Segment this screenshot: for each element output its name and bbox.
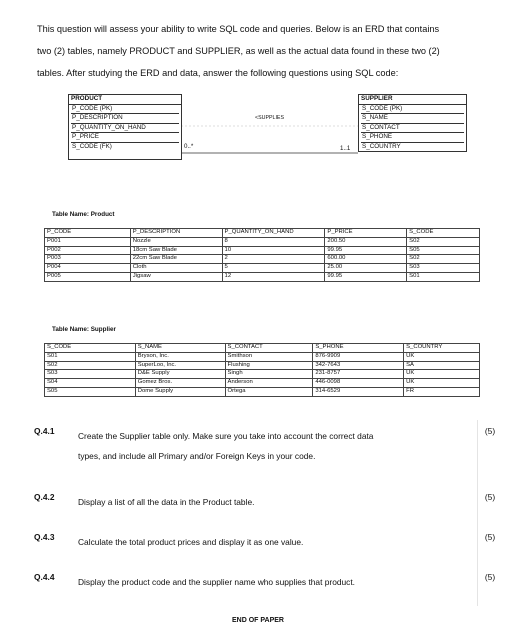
- erd-supplier-entity: [358, 94, 467, 152]
- question-number: Q.4.2: [34, 492, 55, 502]
- table-cell: P001: [45, 237, 131, 246]
- table-cell: P002: [45, 246, 131, 255]
- table-row: [45, 272, 480, 281]
- question-line: Create the Supplier table only. Make sure you take into account the correct data: [78, 431, 374, 441]
- question-row: [34, 526, 502, 566]
- table-cell: Anderson: [225, 379, 313, 388]
- question-row: [34, 420, 502, 480]
- question-marks: (5): [478, 486, 503, 526]
- table-cell: Gomez Bros.: [135, 379, 225, 388]
- erd-attribute: S_NAME: [361, 114, 464, 124]
- table-cell: 10: [222, 246, 325, 255]
- table-cell: Cloth: [130, 264, 222, 273]
- question-row: [34, 566, 502, 606]
- supplier-table-name: Table Name: Supplier: [52, 326, 116, 333]
- table-cell: UK: [404, 379, 480, 388]
- erd-attribute: S_PHONE: [361, 133, 464, 143]
- erd-attribute: S_CODE (PK): [361, 105, 464, 115]
- column-header: S_PHONE: [313, 344, 404, 353]
- table-cell: D&E Supply: [135, 370, 225, 379]
- table-cell: 5: [222, 264, 325, 273]
- table-cell: Smithson: [225, 352, 313, 361]
- question-line: types, and include all Primary and/or Foreign Keys in your code.: [78, 451, 316, 461]
- supplier-table: [44, 343, 480, 397]
- table-cell: Ortega: [225, 387, 313, 396]
- table-cell: S02: [407, 255, 480, 264]
- table-cell: S02: [45, 361, 136, 370]
- question-line: Calculate the total product prices and display it as one value.: [78, 537, 304, 547]
- table-cell: 12: [222, 272, 325, 281]
- table-cell: S05: [45, 387, 136, 396]
- table-cell: S04: [45, 379, 136, 388]
- table-cell: 446-0098: [313, 379, 404, 388]
- intro-line: two (2) tables, namely PRODUCT and SUPPLIER, as well as the actual data found in these two (2): [37, 46, 440, 56]
- question-marks: (5): [478, 526, 503, 566]
- question-number: Q.4.4: [34, 572, 55, 582]
- erd-attribute: P_PRICE: [71, 133, 179, 143]
- column-header: P_DESCRIPTION: [130, 229, 222, 238]
- table-cell: 200.50: [325, 237, 407, 246]
- table-cell: S01: [407, 272, 480, 281]
- column-header: P_QUANTITY_ON_HAND: [222, 229, 325, 238]
- question-line: Display a list of all the data in the Product table.: [78, 497, 255, 507]
- table-cell: 18cm Saw Blade: [130, 246, 222, 255]
- product-table: [44, 228, 480, 282]
- erd-product-entity: [68, 94, 182, 160]
- question-text: [78, 420, 478, 480]
- table-cell: 99.95: [325, 272, 407, 281]
- table-cell: 600.00: [325, 255, 407, 264]
- table-row: [45, 379, 480, 388]
- table-cell: UK: [404, 352, 480, 361]
- table-cell: Singh: [225, 370, 313, 379]
- table-cell: 99.95: [325, 246, 407, 255]
- table-cell: SA: [404, 361, 480, 370]
- erd-relationship-label: <SUPPLIES: [255, 115, 285, 121]
- column-header: S_CONTACT: [225, 344, 313, 353]
- table-cell: S03: [45, 370, 136, 379]
- table-cell: 876-9909: [313, 352, 404, 361]
- erd-product-title: PRODUCT: [71, 95, 103, 102]
- column-header: S_NAME: [135, 344, 225, 353]
- table-cell: S01: [45, 352, 136, 361]
- erd-attribute: P_DESCRIPTION: [71, 114, 179, 124]
- table-row: [45, 352, 480, 361]
- table-cell: 8: [222, 237, 325, 246]
- intro-line: tables. After studying the ERD and data, answer the following questions using SQL code:: [37, 68, 399, 78]
- question-number: Q.4.3: [34, 532, 55, 542]
- erd-cardinality-left: 0..*: [184, 143, 194, 150]
- end-of-paper: END OF PAPER: [232, 617, 284, 624]
- question-text: [78, 486, 478, 526]
- column-header: P_CODE: [45, 229, 131, 238]
- table-cell: SuperLoo, Inc.: [135, 361, 225, 370]
- table-row: [45, 255, 480, 264]
- table-row: [45, 387, 480, 396]
- table-cell: Dome Supply: [135, 387, 225, 396]
- column-header: P_PRICE: [325, 229, 407, 238]
- erd-cardinality-right: 1..1: [340, 145, 351, 152]
- question-marks: (5): [478, 420, 503, 480]
- table-header-row: [45, 344, 480, 353]
- table-row: [45, 370, 480, 379]
- question-text: [78, 566, 478, 606]
- table-cell: Bryson, Inc.: [135, 352, 225, 361]
- table-cell: Nozzle: [130, 237, 222, 246]
- table-cell: S03: [407, 264, 480, 273]
- question-number: Q.4.1: [34, 426, 55, 436]
- table-cell: 231-8757: [313, 370, 404, 379]
- question-line: Display the product code and the supplier name who supplies that product.: [78, 577, 356, 587]
- table-cell: P003: [45, 255, 131, 264]
- question-marks: (5): [478, 566, 503, 606]
- table-row: [45, 264, 480, 273]
- product-table-name: Table Name: Product: [52, 211, 115, 218]
- erd-attribute: P_QUANTITY_ON_HAND: [71, 124, 179, 134]
- table-row: [45, 246, 480, 255]
- table-header-row: [45, 229, 480, 238]
- table-cell: 342-7643: [313, 361, 404, 370]
- table-cell: FR: [404, 387, 480, 396]
- table-cell: 22cm Saw Blade: [130, 255, 222, 264]
- table-row: [45, 361, 480, 370]
- erd-attribute: S_CONTACT: [361, 124, 464, 134]
- table-cell: S02: [407, 237, 480, 246]
- table-cell: 314-6529: [313, 387, 404, 396]
- column-header: S_CODE: [407, 229, 480, 238]
- table-cell: S05: [407, 246, 480, 255]
- erd-supplier-title: SUPPLIER: [361, 95, 393, 102]
- table-cell: P005: [45, 272, 131, 281]
- column-header: S_CODE: [45, 344, 136, 353]
- erd-attribute: P_CODE (PK): [71, 105, 179, 115]
- question-text: [78, 526, 478, 566]
- table-cell: P004: [45, 264, 131, 273]
- table-row: [45, 237, 480, 246]
- table-cell: UK: [404, 370, 480, 379]
- erd-attribute: S_CODE (FK): [72, 142, 112, 150]
- question-row: [34, 486, 502, 526]
- table-cell: Jigsaw: [130, 272, 222, 281]
- erd-attribute: S_COUNTRY: [362, 142, 401, 150]
- questions-table: [34, 420, 502, 606]
- column-header: S_COUNTRY: [404, 344, 480, 353]
- intro-line: This question will assess your ability to write SQL code and queries. Below is an ERD that contains: [37, 24, 440, 34]
- table-cell: 25.00: [325, 264, 407, 273]
- table-cell: 2: [222, 255, 325, 264]
- table-cell: Flushing: [225, 361, 313, 370]
